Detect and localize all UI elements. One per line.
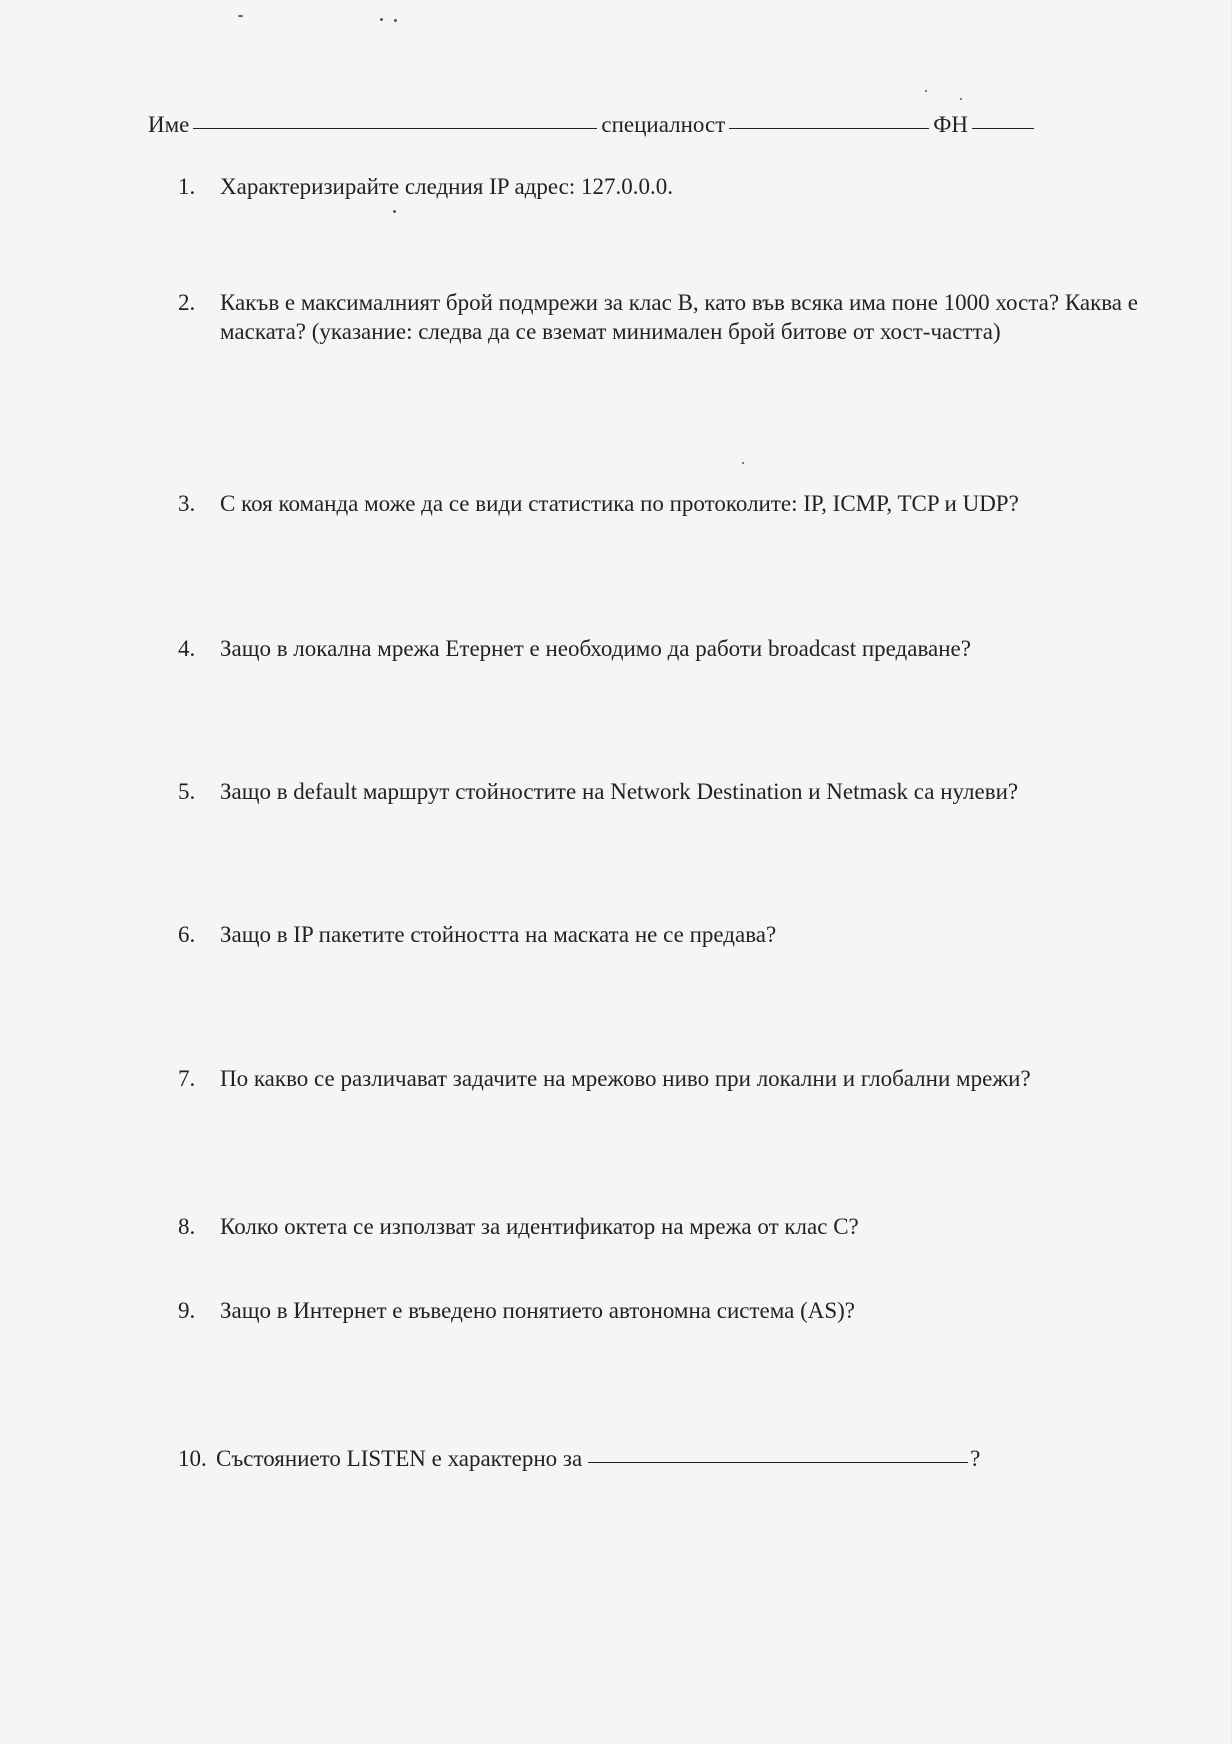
question-number: 10.	[178, 1446, 207, 1471]
question-number: 4.	[178, 636, 196, 661]
question-text: С коя команда може да се види статистика по протоколите: IP, ICMP, TCP и UDP?	[220, 491, 1019, 516]
name-label: Име	[148, 112, 190, 137]
question-text: Какъв е максималният брой подмрежи за клас B, като във всяка има поне 1000 хоста? Каква е маската? (указание: следва да се вземат минимален брой битове от хост-частта)	[220, 290, 1138, 344]
question-1	[178, 172, 1168, 201]
answer-blank[interactable]	[588, 1461, 968, 1463]
question-4	[178, 634, 1168, 663]
question-number: 3.	[178, 491, 196, 516]
scan-speck	[960, 98, 962, 100]
scan-speck	[393, 210, 396, 213]
question-number: 9.	[178, 1298, 196, 1323]
question-number: 5.	[178, 779, 196, 804]
question-7	[178, 1064, 1168, 1093]
question-number: 8.	[178, 1214, 196, 1239]
question-number: 1.	[178, 174, 196, 199]
question-number: 2.	[178, 290, 196, 315]
scan-speck	[925, 90, 927, 92]
fn-field[interactable]	[972, 127, 1034, 129]
question-8	[178, 1212, 1168, 1241]
question-text: Защо в Интернет е въведено понятието автономна система (AS)?	[220, 1298, 856, 1323]
scan-speck	[742, 462, 744, 464]
scan-speck	[394, 19, 397, 22]
specialty-label: специалност	[601, 112, 726, 137]
question-9	[178, 1296, 1168, 1325]
question-text: Защо в IP пакетите стойността на маската не се предава?	[220, 922, 777, 947]
student-info-line	[148, 112, 1088, 138]
question-text: Колко октета се използват за идентификатор на мрежа от клас C?	[220, 1214, 859, 1239]
question-5	[178, 777, 1168, 806]
name-field[interactable]	[193, 127, 597, 129]
scan-speck	[380, 18, 383, 21]
question-mark: ?	[970, 1446, 981, 1471]
scan-speck	[238, 15, 243, 17]
question-text	[216, 1444, 1168, 1473]
question-text: Характеризирайте следния IP адрес: 127.0.0.0.	[220, 174, 674, 199]
specialty-field[interactable]	[729, 127, 929, 129]
question-text: По какво се различават задачите на мрежово ниво при локални и глобални мрежи?	[220, 1066, 1031, 1091]
question-2	[178, 288, 1158, 346]
question-text: Защо в локална мрежа Етернет е необходимо да работи broadcast предаване?	[220, 636, 971, 661]
question-10	[178, 1444, 1168, 1473]
question-6	[178, 920, 1168, 949]
question-number: 6.	[178, 922, 196, 947]
question-number: 7.	[178, 1066, 196, 1091]
fn-label: ФН	[933, 112, 969, 137]
question-text: Защо в default маршрут стойностите на Network Destination и Netmask са нулеви?	[220, 779, 1019, 804]
question-3	[178, 489, 1168, 518]
question-text-start: Състоянието LISTEN е характерно за	[216, 1446, 583, 1471]
